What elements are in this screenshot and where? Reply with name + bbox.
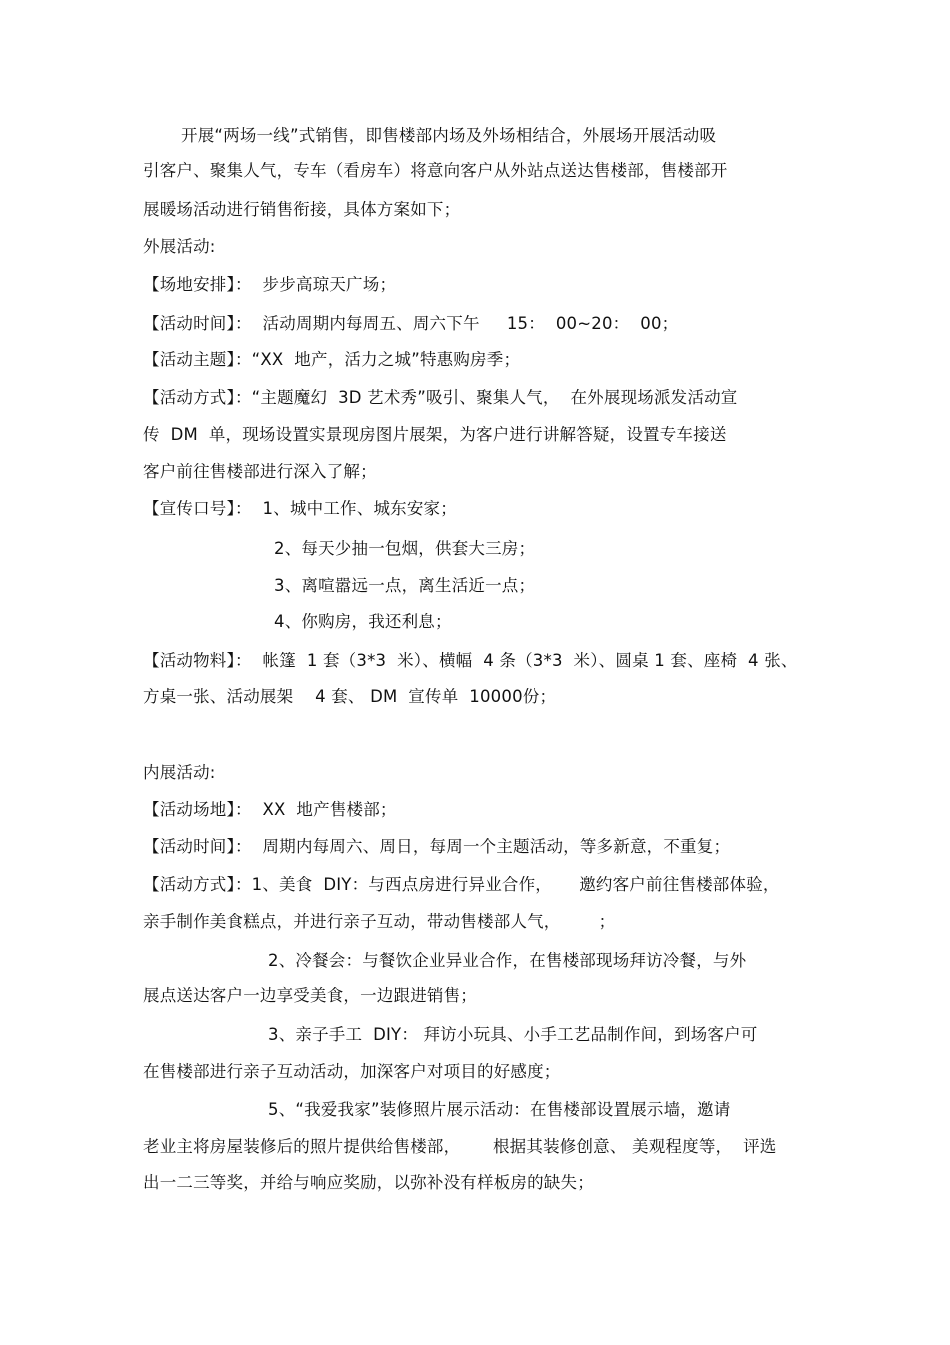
- indoor-method-1-line-1: 【活动方式】：1、美食 DIY：与西点房进行异业合作， 邀约客户前往售楼部体验，: [143, 875, 780, 894]
- outdoor-slogan-2: 2、每天少抽一包烟，供套大三房；: [274, 539, 536, 558]
- indoor-method-5-line-3: 出一二三等奖，并给与响应奖励，以弥补没有样板房的缺失；: [143, 1173, 594, 1192]
- indoor-method-3-line-2: 在售楼部进行亲子互动活动，加深客户对项目的好感度；: [143, 1062, 561, 1081]
- indoor-heading: 内展活动:: [143, 763, 216, 782]
- outdoor-method-line-1: 【活动方式】：“主题魔幻 3D 艺术秀”吸引、聚集人气， 在外展现场派发活动宣: [143, 388, 738, 407]
- indoor-method-2-line-2: 展点送达客户一边享受美食，一边跟进销售；: [143, 986, 477, 1005]
- indoor-method-5-line-2: 老业主将房屋装修后的照片提供给售楼部， 根据其装修创意、 美观程度等， 评选: [143, 1137, 777, 1156]
- intro-line-2: 引客户、聚集人气，专车（看房车）将意向客户从外站点送达售楼部，售楼部开: [143, 161, 728, 180]
- indoor-method-1-line-2: 亲手制作美食糕点，并进行亲子互动，带动售楼部人气， ；: [143, 912, 616, 931]
- outdoor-slogan-4: 4、你购房，我还利息；: [274, 612, 452, 631]
- outdoor-materials-line-1: 【活动物料】： 帐篷 1 套（3*3 米）、横幅 4 条（3*3 米）、圆桌 1 套、座椅 4 张、: [143, 651, 798, 670]
- outdoor-method-line-2: 传 DM 单，现场设置实景现房图片展架，为客户进行讲解答疑，设置专车接送: [143, 425, 727, 444]
- indoor-method-2-line-1: 2、冷餐会：与餐饮企业异业合作，在售楼部现场拜访冷餐，与外: [268, 951, 747, 970]
- outdoor-method-line-3: 客户前往售楼部进行深入了解；: [143, 462, 377, 481]
- indoor-method-5-line-1: 5、“我爱我家”装修照片展示活动：在售楼部设置展示墙，邀请: [268, 1100, 731, 1119]
- outdoor-slogan-3: 3、离喧嚣远一点，离生活近一点；: [274, 576, 536, 595]
- intro-line-3: 展暖场活动进行销售衔接，具体方案如下；: [143, 200, 461, 219]
- intro-line-1: 开展“两场一线”式销售，即售楼部内场及外场相结合，外展场开展活动吸: [181, 126, 717, 145]
- indoor-method-3-line-1: 3、亲子手工 DIY： 拜访小玩具、小手工艺品制作间，到场客户可: [268, 1025, 758, 1044]
- outdoor-slogan-1: 【宣传口号】： 1、城中工作、城东安家；: [143, 499, 457, 518]
- indoor-venue: 【活动场地】： XX 地产售楼部；: [143, 800, 397, 819]
- indoor-time: 【活动时间】： 周期内每周六、周日，每周一个主题活动，等多新意，不重复；: [143, 837, 731, 856]
- outdoor-theme: 【活动主题】：“XX 地产，活力之城”特惠购房季；: [143, 350, 521, 369]
- outdoor-venue: 【场地安排】： 步步高琼天广场；: [143, 275, 397, 294]
- outdoor-time: 【活动时间】： 活动周期内每周五、周六下午 15： 00~20： 00；: [143, 314, 679, 333]
- outdoor-materials-line-2: 方桌一张、活动展架 4 套、 DM 宣传单 10000份；: [143, 687, 557, 706]
- outdoor-heading: 外展活动:: [143, 237, 216, 256]
